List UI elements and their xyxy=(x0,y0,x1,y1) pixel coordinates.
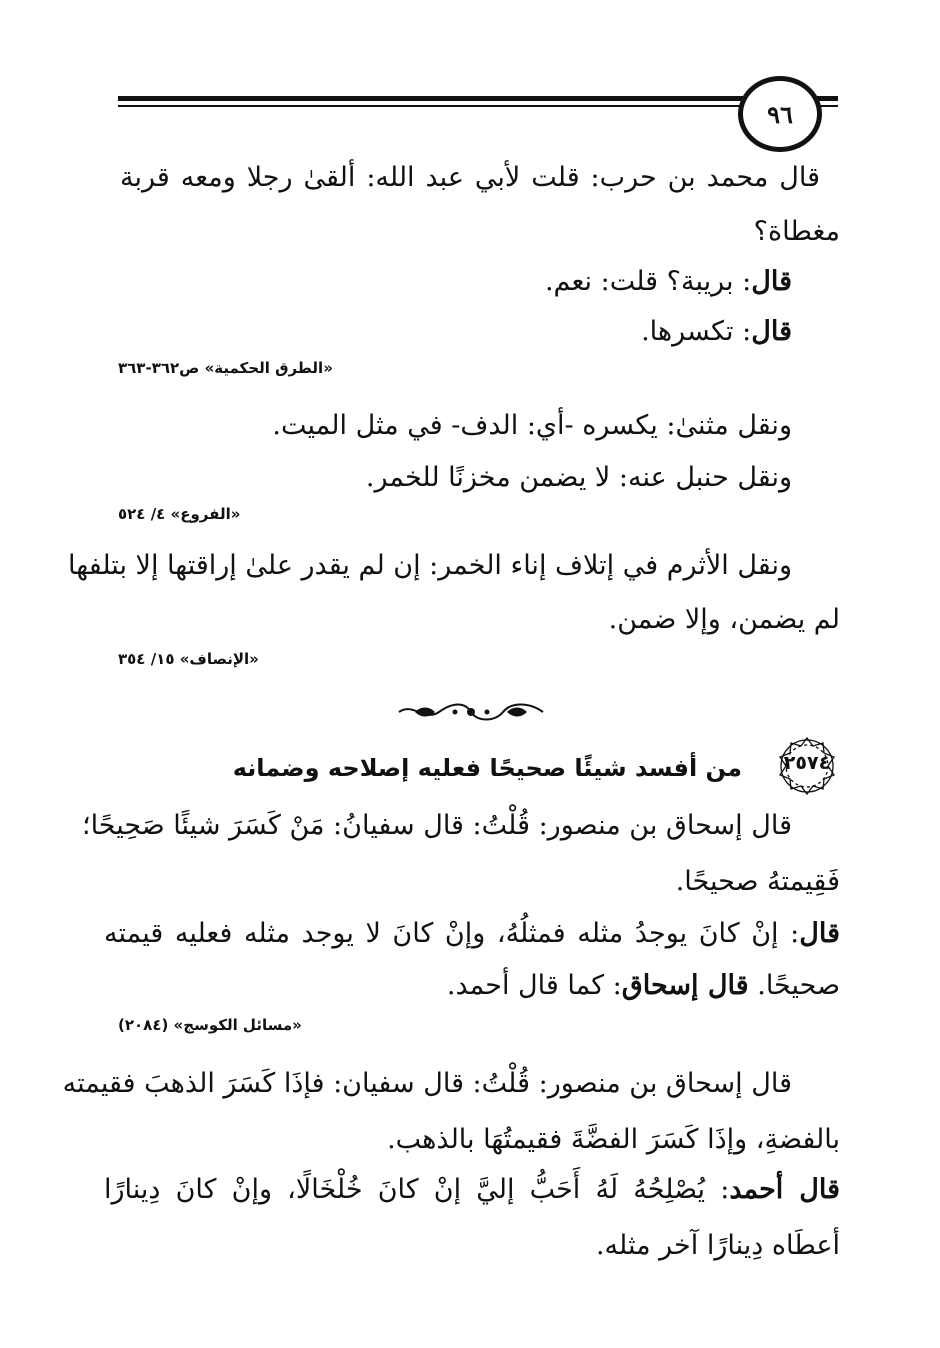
paragraph-line: ونقل مثنىٰ: يكسره -أي: الدف- في مثل الميت. xyxy=(272,410,792,441)
speaker-label: قال xyxy=(751,266,792,297)
paragraph-line: فَقِيمتهُ صحيحًا. xyxy=(675,866,840,897)
paragraph-line: ونقل حنبل عنه: لا يضمن مخزنًا للخمر. xyxy=(365,462,792,493)
paragraph-line: لم يضمن، وإلا ضمن. xyxy=(608,604,840,635)
section-title: من أفسد شيئًا صحيحًا فعليه إصلاحه وضمانه xyxy=(232,754,742,782)
header-rule xyxy=(118,96,838,112)
source-citation: «الإنصاف» ١٥/ ٣٥٤ xyxy=(118,650,259,668)
paragraph-line: قال محمد بن حرب: قلت لأبي عبد الله: ألقىٰ رجلا ومعه قربة xyxy=(120,162,820,193)
source-citation: «الطرق الحكمية» ص٣٦٢-٣٦٣ xyxy=(118,359,333,377)
speaker-label: قال إسحاق xyxy=(621,970,749,1001)
section-number: ٢٥٧٤ xyxy=(783,752,831,774)
source-citation: «مسائل الكوسج» (٢٠٨٤) xyxy=(118,1016,302,1034)
paragraph-line: قال إسحاق بن منصور: قُلْتُ: قال سفيان: فإذَا كَسَرَ الذهبَ فقيمته xyxy=(62,1068,792,1099)
speaker-label: قال أحمد xyxy=(729,1174,840,1205)
paragraph-line: قال أحمد: يُصْلِحُهُ لَهُ أَحَبُّ إليَّ إنْ كانَ خُلْخَالًا، وإنْ كانَ دِينارًا xyxy=(104,1174,840,1205)
ornament-divider-icon xyxy=(395,700,547,724)
paragraph-line: أعطَاه دِينارًا آخر مثله. xyxy=(595,1230,840,1261)
page-number: ٩٦ xyxy=(738,76,822,152)
paragraph-line: قال: إنْ كانَ يوجدُ مثله فمثلُهُ، وإنْ كانَ لا يوجد مثله فعليه قيمته xyxy=(104,918,840,949)
paragraph-line: صحيحًا. قال إسحاق: كما قال أحمد. xyxy=(446,970,840,1001)
paragraph-line: قال: تكسرها. xyxy=(641,316,792,347)
paragraph-line: بالفضةِ، وإذَا كَسَرَ الفضَّةَ فقيمتُهَا بالذهب. xyxy=(387,1124,840,1155)
paragraph-line: مغطاة؟ xyxy=(753,216,840,247)
speaker-label: قال xyxy=(751,316,792,347)
paragraph-line: قال: بريبة؟ قلت: نعم. xyxy=(544,266,792,297)
paragraph-line: قال إسحاق بن منصور: قُلْتُ: قال سفيانُ: مَنْ كَسَرَ شيئًا صَحِيحًا؛ xyxy=(81,810,792,841)
paragraph-line: ونقل الأثرم في إتلاف إناء الخمر: إن لم يقدر علىٰ إراقتها إلا بتلفها xyxy=(68,550,792,581)
speaker-label: قال xyxy=(799,918,840,949)
source-citation: «الفروع» ٤/ ٥٢٤ xyxy=(118,505,241,523)
